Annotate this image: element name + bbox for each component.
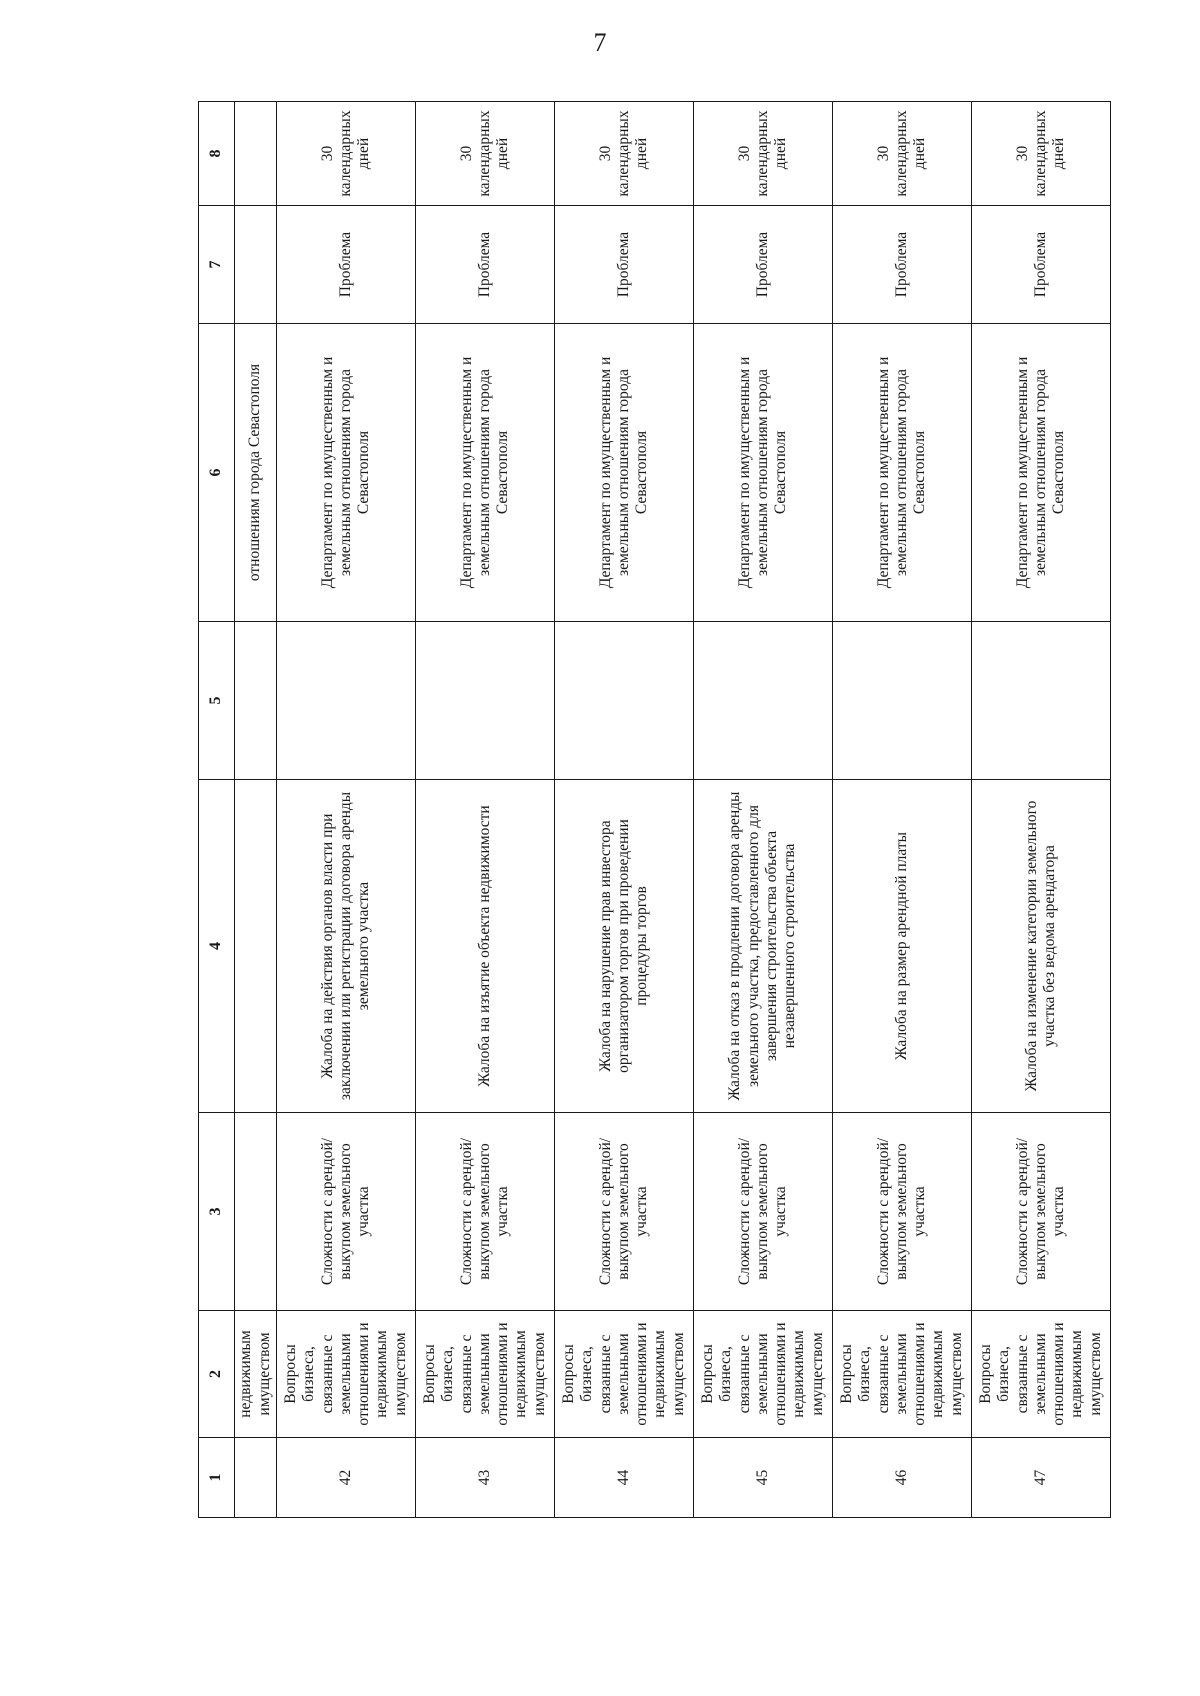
subtopic-cell: Сложности с арендой/выкупом земельного участка: [694, 1113, 833, 1311]
subtopic-cell: Сложности с арендой/выкупом земельного участка: [416, 1113, 555, 1311]
col5-cell: [555, 622, 694, 780]
continuation-term-cell: [235, 102, 277, 206]
type-cell: Проблема: [972, 206, 1111, 324]
row-number-cell: 43: [416, 1438, 555, 1518]
topic-cell: Вопросы бизнеса, связанные с земельными отношениями и недвижимым имуществом: [972, 1311, 1111, 1438]
term-cell: 30 календарных дней: [416, 102, 555, 206]
col5-cell: [416, 622, 555, 780]
term-cell: 30 календарных дней: [972, 102, 1111, 206]
table-row: [555, 102, 694, 1518]
topic-cell: Вопросы бизнеса, связанные с земельными отношениями и недвижимым имуществом: [694, 1311, 833, 1438]
continuation-type-cell: [235, 206, 277, 324]
topic-cell: Вопросы бизнеса, связанные с земельными отношениями и недвижимым имуществом: [833, 1311, 972, 1438]
executor-cell: Департамент по имущественным и земельным отношениям города Севастополя: [416, 324, 555, 622]
executor-cell: Департамент по имущественным и земельным отношениям города Севастополя: [833, 324, 972, 622]
appeals-table: [198, 101, 1111, 1518]
continuation-num-cell: [235, 1438, 277, 1518]
header-cell-5: 5: [199, 622, 235, 780]
row-number-cell: 46: [833, 1438, 972, 1518]
row-number-cell: 44: [555, 1438, 694, 1518]
continuation-row: [235, 102, 277, 1518]
subtopic-cell: Сложности с арендой/выкупом земельного участка: [555, 1113, 694, 1311]
row-number-cell: 45: [694, 1438, 833, 1518]
executor-cell: Департамент по имущественным и земельным отношениям города Севастополя: [277, 324, 416, 622]
header-cell-1: 1: [199, 1438, 235, 1518]
question-cell: Жалоба на отказ в продлении договора аренды земельного участка, предоставленного для завершения строительства объекта незавершенного строительства: [694, 780, 833, 1113]
topic-cell: Вопросы бизнеса, связанные с земельными отношениями и недвижимым имуществом: [416, 1311, 555, 1438]
continuation-topic-cell: недвижимым имуществом: [235, 1311, 277, 1438]
table-row: [416, 102, 555, 1518]
type-cell: Проблема: [277, 206, 416, 324]
header-cell-6: 6: [199, 324, 235, 622]
header-cell-4: 4: [199, 780, 235, 1113]
type-cell: Проблема: [555, 206, 694, 324]
table-row: [694, 102, 833, 1518]
header-cell-2: 2: [199, 1311, 235, 1438]
type-cell: Проблема: [416, 206, 555, 324]
continuation-col5-cell: [235, 622, 277, 780]
continuation-question-cell: [235, 780, 277, 1113]
question-cell: Жалоба на изменение категории земельного участка без ведома арендатора: [972, 780, 1111, 1113]
executor-cell: Департамент по имущественным и земельным отношениям города Севастополя: [972, 324, 1111, 622]
topic-cell: Вопросы бизнеса, связанные с земельными отношениями и недвижимым имуществом: [277, 1311, 416, 1438]
col5-cell: [833, 622, 972, 780]
header-cell-3: 3: [199, 1113, 235, 1311]
type-cell: Проблема: [694, 206, 833, 324]
question-cell: Жалоба на размер арендной платы: [833, 780, 972, 1113]
page-number: 7: [593, 28, 607, 57]
col5-cell: [277, 622, 416, 780]
continuation-subtopic-cell: [235, 1113, 277, 1311]
table-row: [833, 102, 972, 1518]
topic-cell: Вопросы бизнеса, связанные с земельными отношениями и недвижимым имуществом: [555, 1311, 694, 1438]
continuation-executor-cell: отношениям города Севастополя: [235, 324, 277, 622]
row-number-cell: 47: [972, 1438, 1111, 1518]
executor-cell: Департамент по имущественным и земельным отношениям города Севастополя: [555, 324, 694, 622]
header-cell-8: 8: [199, 102, 235, 206]
question-cell: Жалоба на нарушение прав инвестора организатором торгов при проведении процедуры торгов: [555, 780, 694, 1113]
type-cell: Проблема: [833, 206, 972, 324]
question-cell: Жалоба на действия органов власти при заключении или регистрации договора аренды земельного участка: [277, 780, 416, 1113]
table-row: [972, 102, 1111, 1518]
subtopic-cell: Сложности с арендой/выкупом земельного участка: [277, 1113, 416, 1311]
executor-cell: Департамент по имущественным и земельным отношениям города Севастополя: [694, 324, 833, 622]
table-row: [277, 102, 416, 1518]
row-number-cell: 42: [277, 1438, 416, 1518]
question-cell: Жалоба на изъятие объекта недвижимости: [416, 780, 555, 1113]
rotated-table-container: [198, 102, 1110, 1518]
subtopic-cell: Сложности с арендой/выкупом земельного участка: [833, 1113, 972, 1311]
term-cell: 30 календарных дней: [833, 102, 972, 206]
term-cell: 30 календарных дней: [277, 102, 416, 206]
col5-cell: [972, 622, 1111, 780]
header-row: [199, 102, 235, 1518]
header-cell-7: 7: [199, 206, 235, 324]
subtopic-cell: Сложности с арендой/выкупом земельного участка: [972, 1113, 1111, 1311]
col5-cell: [694, 622, 833, 780]
term-cell: 30 календарных дней: [694, 102, 833, 206]
term-cell: 30 календарных дней: [555, 102, 694, 206]
